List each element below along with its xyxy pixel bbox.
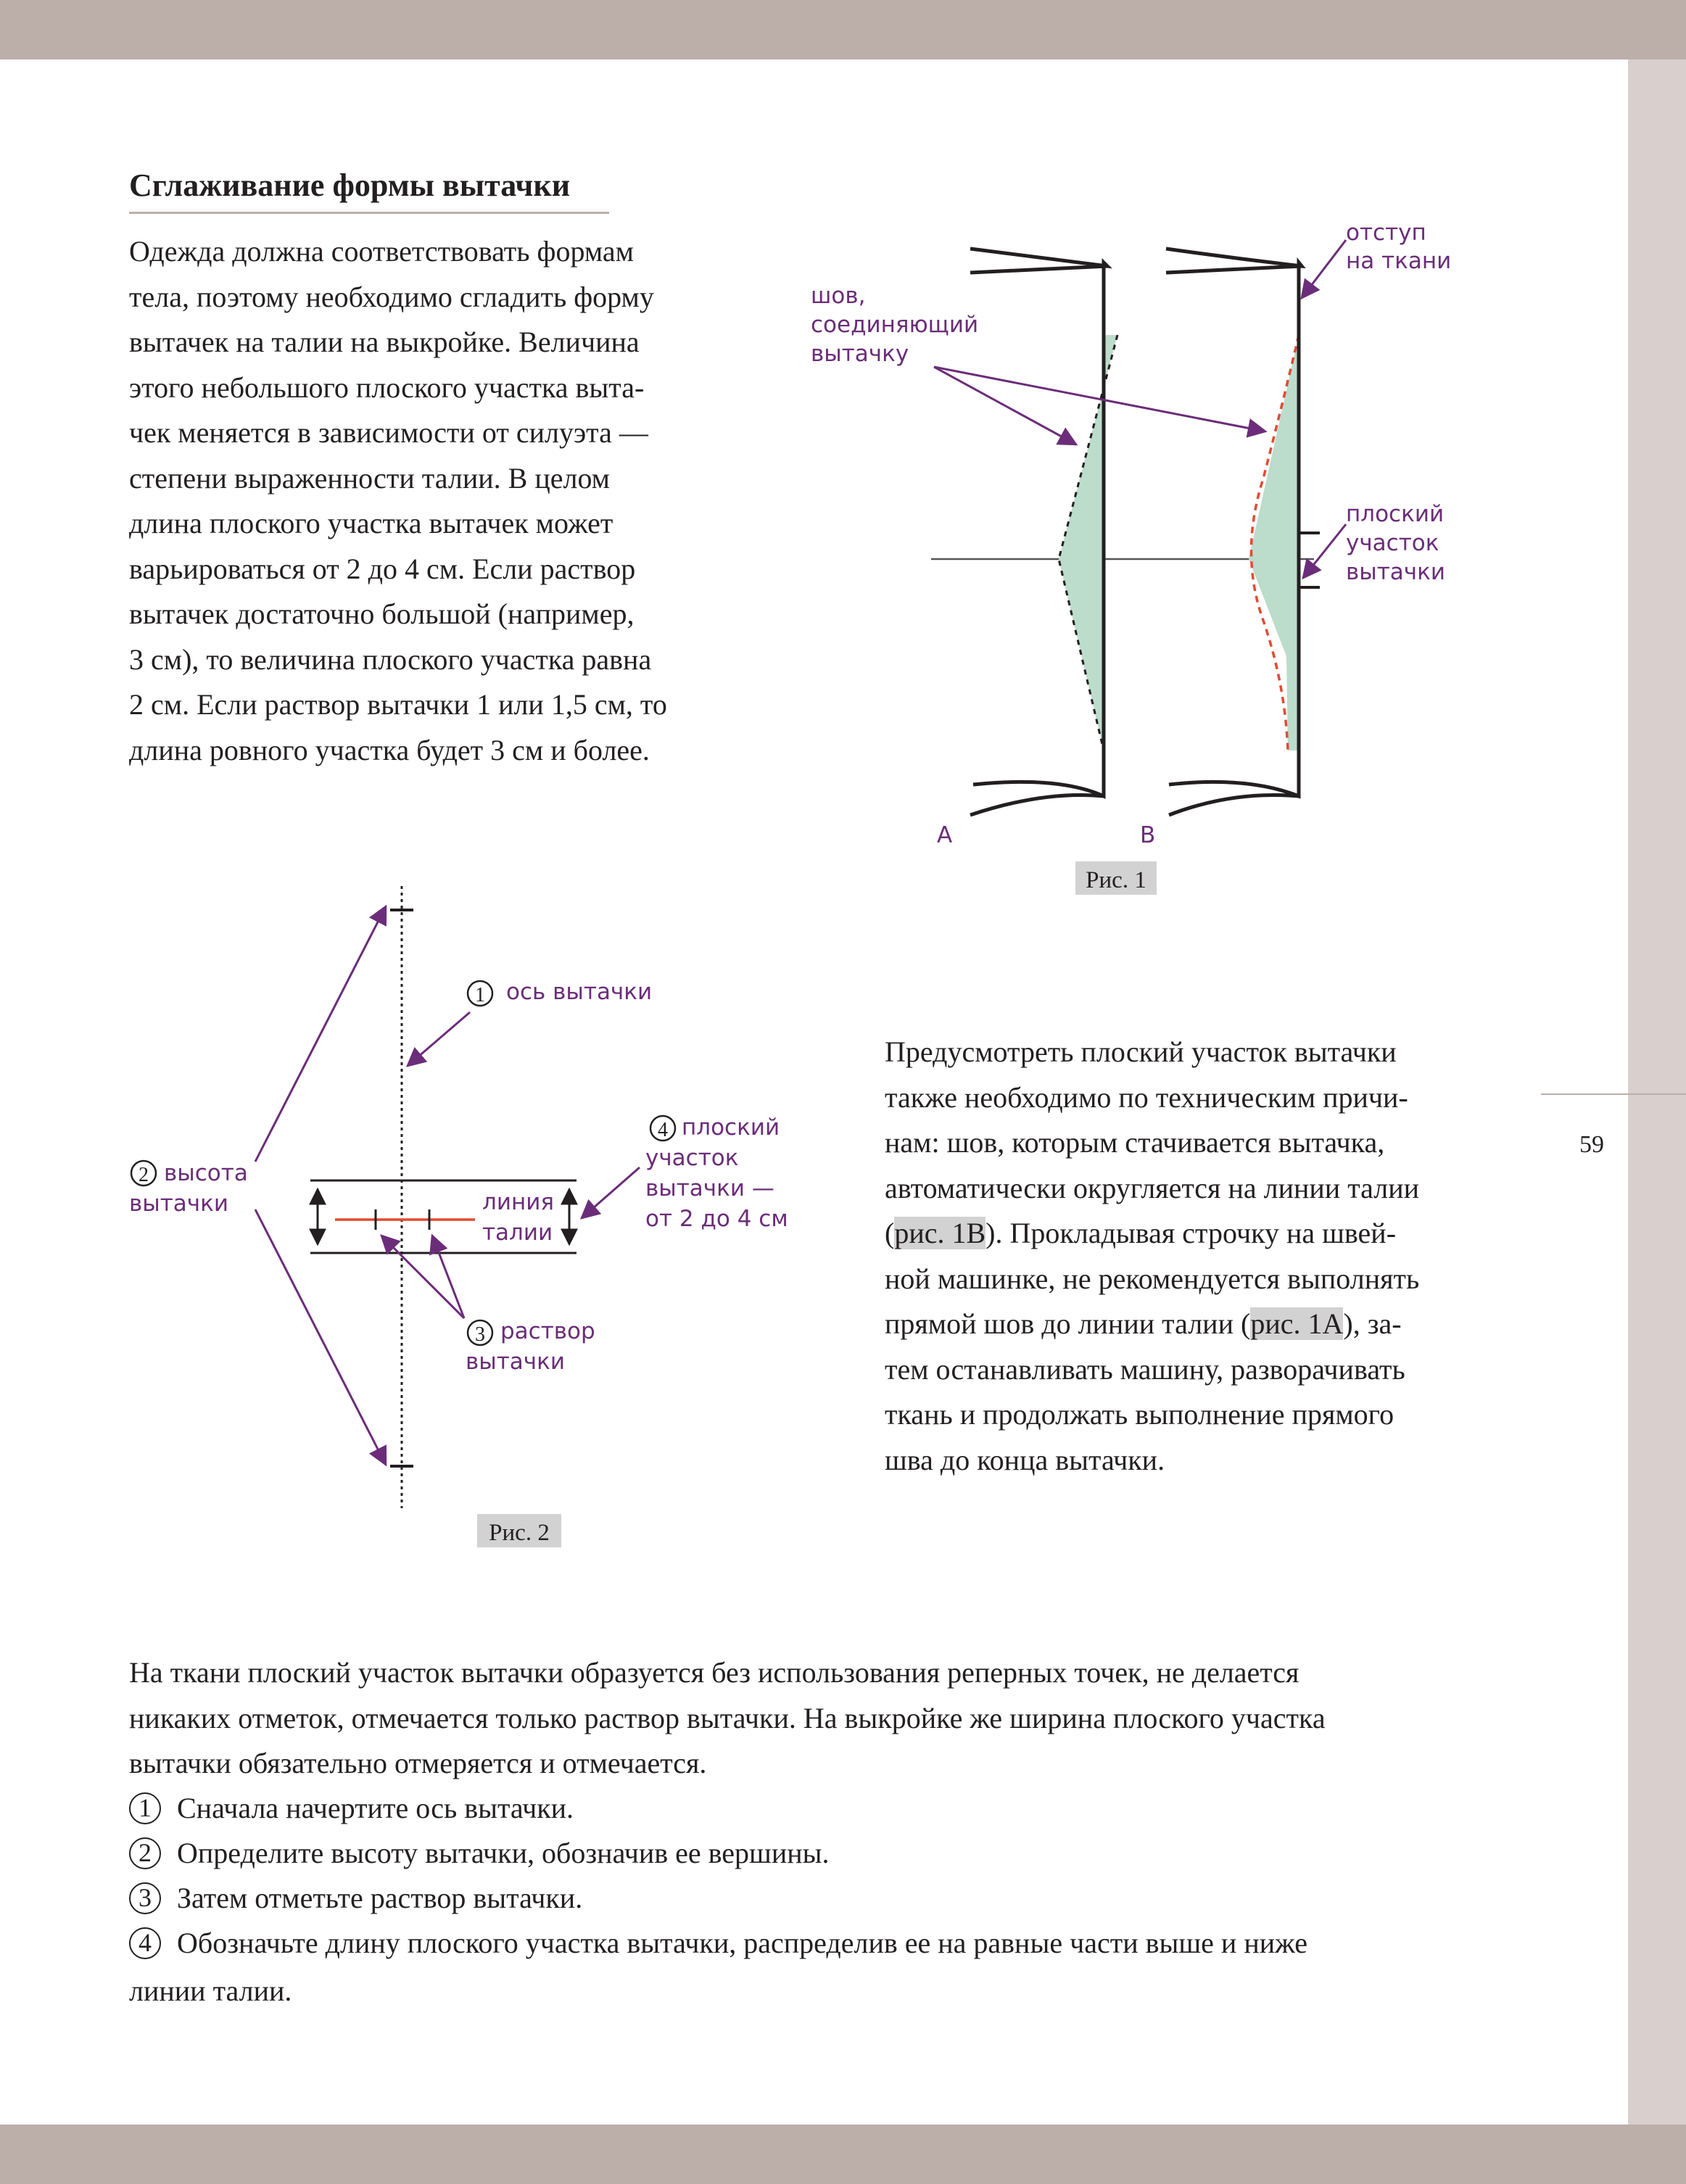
fig1-dart-b-fill [1249,335,1299,750]
step-item [129,1831,830,1876]
fig2-num-3: 3 [475,1323,485,1346]
fig2-arrow-opening-r [432,1236,464,1318]
text-fragment: ), за- [1343,1307,1402,1340]
text-line: вытачки обязательно отмеряется и отмечается. [129,1747,707,1779]
fig1-label-b: В [1140,822,1156,848]
text-line: 2 см. Если раствор вытачки 1 или 1,5 см, то [129,688,667,721]
text-line: автоматически округляется на линии талии [885,1171,1420,1204]
fig1-arrow-seam-a [934,367,1076,444]
text-line: также необходимо по техническим причи- [885,1080,1408,1114]
fig2-num-4: 4 [658,1119,668,1141]
fig2-num-2: 2 [139,1164,149,1186]
fig1-caption: Рис. 1 [1086,867,1146,893]
text-line: чек меняется в зависимости от силуэта — [129,416,648,449]
text-line: вытачек на талии на выкройке. Величина [129,326,640,358]
figure-ref-1a: рис. 1А [1250,1307,1344,1340]
text-line: длина плоского участка вытачек может [129,507,613,539]
step-text: Сначала начертите ось вытачки. [177,1792,574,1824]
text-fragment: ). Прокладывая строчку на швей- [985,1217,1397,1249]
step-item [129,1786,574,1831]
text-line: ной машинке, не рекомендуется выполнять [885,1262,1420,1295]
fig1-diagram [811,220,1451,895]
text-line: вытачек достаточно большой (например, [129,597,635,630]
text-line: 3 см), то величина плоского участка равна [129,642,652,676]
text-line: тем останавливать машину, разворачивать [885,1352,1405,1386]
fig1-arrow-offset [1302,240,1346,298]
text-line: шва до конца вытачки. [885,1443,1165,1476]
fig2-arrow-height-down [255,1209,386,1465]
text-line: Одежда должна соответствовать формам [129,235,634,268]
fig2-label-height: высота вытачки [129,1160,248,1217]
fig2-label-axis: ось вытачки [506,979,653,1005]
text-line: нам: шов, которым стачивается вытачка, [885,1126,1385,1159]
step-item [129,1921,1307,1966]
step-text: Обозначьте длину плоского участка вытачки, распределив ее на равные части выше и ниже [177,1927,1308,1959]
fig2-arrow-height-up [255,906,386,1162]
fig2-label-flat: плоский участок вытачки — от 2 до 4 см [645,1114,788,1232]
fig1-label-seam: шов, соединяющий вытачку [811,283,979,367]
fig2-label-waist: линия талии [482,1189,555,1246]
text-line: длина ровного участка будет 3 см и более. [129,733,650,766]
fig2-diagram [129,886,788,1547]
text-line: ткань и продолжать выполнение прямого [885,1398,1394,1431]
step-continuation: линии талии. [129,1974,292,2007]
bottom-paragraph [129,1650,1326,1787]
figure-ref-1b: рис. 1В [894,1217,986,1249]
step-item [129,1876,582,1921]
right-paragraph [885,1030,1419,1483]
page-number: 59 [1579,1131,1604,1158]
text-line: этого небольшого плоского участка выта- [129,371,645,404]
step-number: 4 [129,1927,161,1959]
text-line [885,1211,1419,1257]
section-heading: Сглаживание формы вытачки [129,167,571,203]
fig2-arrow-axis [408,1012,470,1066]
fig2-arrow-flat [582,1167,640,1218]
step-number: 3 [129,1882,161,1914]
fig2-label-opening: раствор вытачки [466,1318,595,1375]
fig2-arrow-opening-l [381,1236,464,1318]
text-line: тела, поэтому необходимо сгладить форму [129,280,654,313]
step-number: 2 [129,1837,161,1869]
fig1-label-flat: плоский участок вытачки [1346,501,1445,585]
fig2-num-1: 1 [475,984,485,1006]
text-line: степени выраженности талии. В целом [129,461,610,495]
step-number: 1 [129,1792,161,1824]
step-text: Затем отметьте раствор вытачки. [177,1882,583,1914]
step-text: Определите высоту вытачки, обозначив ее вершины. [177,1837,830,1869]
text-line: На ткани плоский участок вытачки образуется без использования реперных точек, не делается [129,1656,1299,1689]
text-line: никаких отметок, отмечается только раствор вытачки. На выкройке же ширина плоского участка [129,1701,1326,1734]
fig2-caption: Рис. 2 [489,1520,550,1546]
fig1-label-a: А [937,822,953,848]
text-line: варьироваться от 2 до 4 см. Если раствор [129,552,636,585]
text-fragment: ( [885,1217,895,1249]
fig1-label-offset: отступ на ткани [1346,220,1452,274]
text-line [885,1302,1419,1347]
text-fragment: прямой шов до линии талии ( [885,1307,1251,1340]
text-line: Предусмотреть плоский участок вытачки [885,1035,1397,1068]
